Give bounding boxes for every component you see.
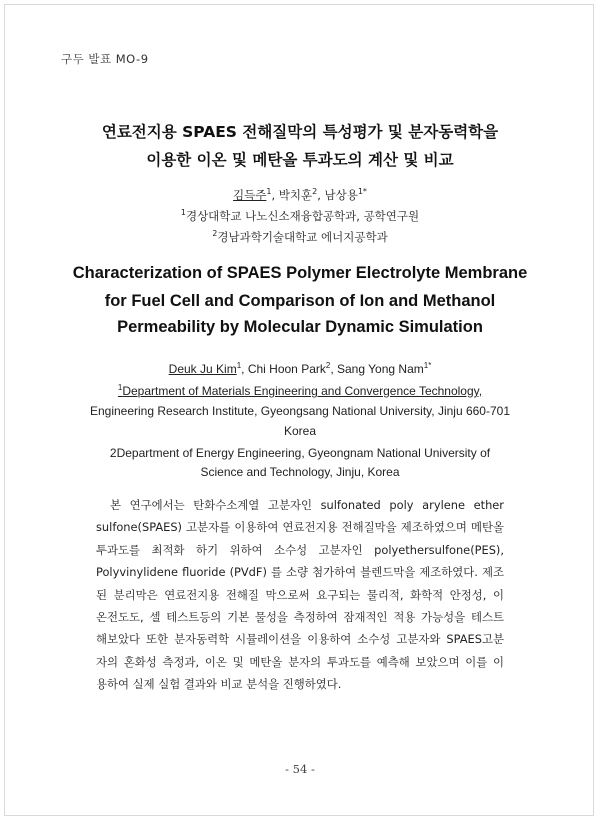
korean-author-sup: 2 — [312, 187, 318, 197]
abstract — [96, 494, 504, 696]
english-affiliation-1-sup: 1 — [117, 383, 123, 392]
english-title-line-3: Permeability by Molecular Dynamic Simulation — [117, 318, 483, 336]
english-affiliation-1-line-3: Korea — [283, 424, 317, 438]
abstract-line: 온전도도, 셀 테스트등의 기본 물성을 측정하여 잠재적인 적용 가능성을 테스트 — [96, 610, 504, 625]
korean-title-line-2: 이용한 이온 및 메탄올 투과도의 계산 및 비교 — [146, 151, 454, 169]
abstract-line: 자의 혼화성 측정과, 이온 및 메탄올 분자의 투과도를 예측해 보았으며 이를 이 — [96, 654, 504, 669]
page-number: - 54 - — [285, 762, 315, 776]
english-author-sup: 2 — [325, 361, 331, 370]
english-author-sup: 1 — [236, 361, 242, 370]
korean-authors: 김득주$^1$, 박치훈$^2$, 남상용$^{1*}$ — [233, 187, 367, 202]
korean-title-line-1: 연료전지용 SPAES 전해질막의 특성평가 및 분자동력학을 — [101, 123, 499, 141]
english-affiliation-2-line-2: Science and Technology, Jinju, Korea — [200, 465, 400, 479]
english-author-name: Sang Yong Nam — [337, 362, 424, 376]
english-title-line-2: for Fuel Cell and Comparison of Ion and Methanol — [104, 292, 496, 310]
english-affiliation-2-line-1: 2Department of Energy Engineering, Gyeongnam National University of — [109, 446, 491, 460]
korean-affiliation-1-text: 경상대학교 나노신소재융합공학과, 공학연구원 — [185, 209, 420, 223]
english-title-line-1: Characterization of SPAES Polymer Electrolyte Membrane — [72, 264, 528, 282]
abstract-line: 본 연구에서는 탄화수소계열 고분자인 sulfonated poly arylene ether — [110, 498, 504, 512]
abstract-line: Polyvinylidene fluoride (PVdF) 를 소량 첨가하여 블렌드막을 제조하였다. 제조 — [96, 565, 504, 580]
abstract-line: 투과도를 최적화 하기 위하여 소수성 고분자인 polyethersulfone(PES), — [96, 542, 504, 557]
abstract-line: sulfone(SPAES) 고분자를 이용하여 연료전지용 전해질막을 제조하였으며 메탄올 — [96, 520, 504, 535]
korean-author-name: 박치훈 — [278, 188, 313, 202]
korean-affiliation-1-sup: 1 — [180, 208, 186, 218]
abstract-line: 해보았다 또한 분자동력학 시뮬레이션을 이용하여 소수성 고분자와 SPAES고분 — [96, 632, 504, 647]
korean-affiliation-2 — [0, 229, 600, 245]
abstract-line: 된 분리막은 연료전지용 전해질 막으로써 요구되는 물리적, 화학적 안정성, 이 — [96, 587, 504, 602]
english-affiliation-1-text: Department of Materials Engineering and Convergence Technology, — [122, 384, 483, 398]
english-author-name: Deuk Ju Kim — [168, 362, 237, 376]
english-affiliation-1-line-1 — [0, 384, 600, 398]
abstract-line: 용하여 실제 실험 결과와 비교 분석을 진행하였다. — [96, 677, 342, 692]
korean-affiliation-2-text: 경남과학기술대학교 에너지공학과 — [217, 230, 388, 244]
english-author-name: Chi Hoon Park — [247, 362, 326, 376]
korean-affiliation-1 — [0, 208, 600, 224]
korean-affiliation-2-sup: 2 — [212, 229, 218, 239]
english-affiliation-1-line-2: Engineering Research Institute, Gyeongsang National University, Jinju 660-701 — [89, 404, 511, 418]
session-label: 구두 발표 MO-9 — [61, 52, 149, 66]
korean-author-sup: 1* — [357, 187, 367, 197]
english-authors: Deuk Ju Kim$^1$, Chi Hoon Park$^2$, Sang Yong Nam$^{1*}$ — [168, 361, 432, 376]
english-author-sup: 1* — [423, 361, 432, 370]
korean-author-name: 남상용 — [324, 188, 358, 202]
korean-author-name: 김득주 — [233, 188, 267, 202]
korean-author-sup: 1 — [266, 187, 272, 197]
